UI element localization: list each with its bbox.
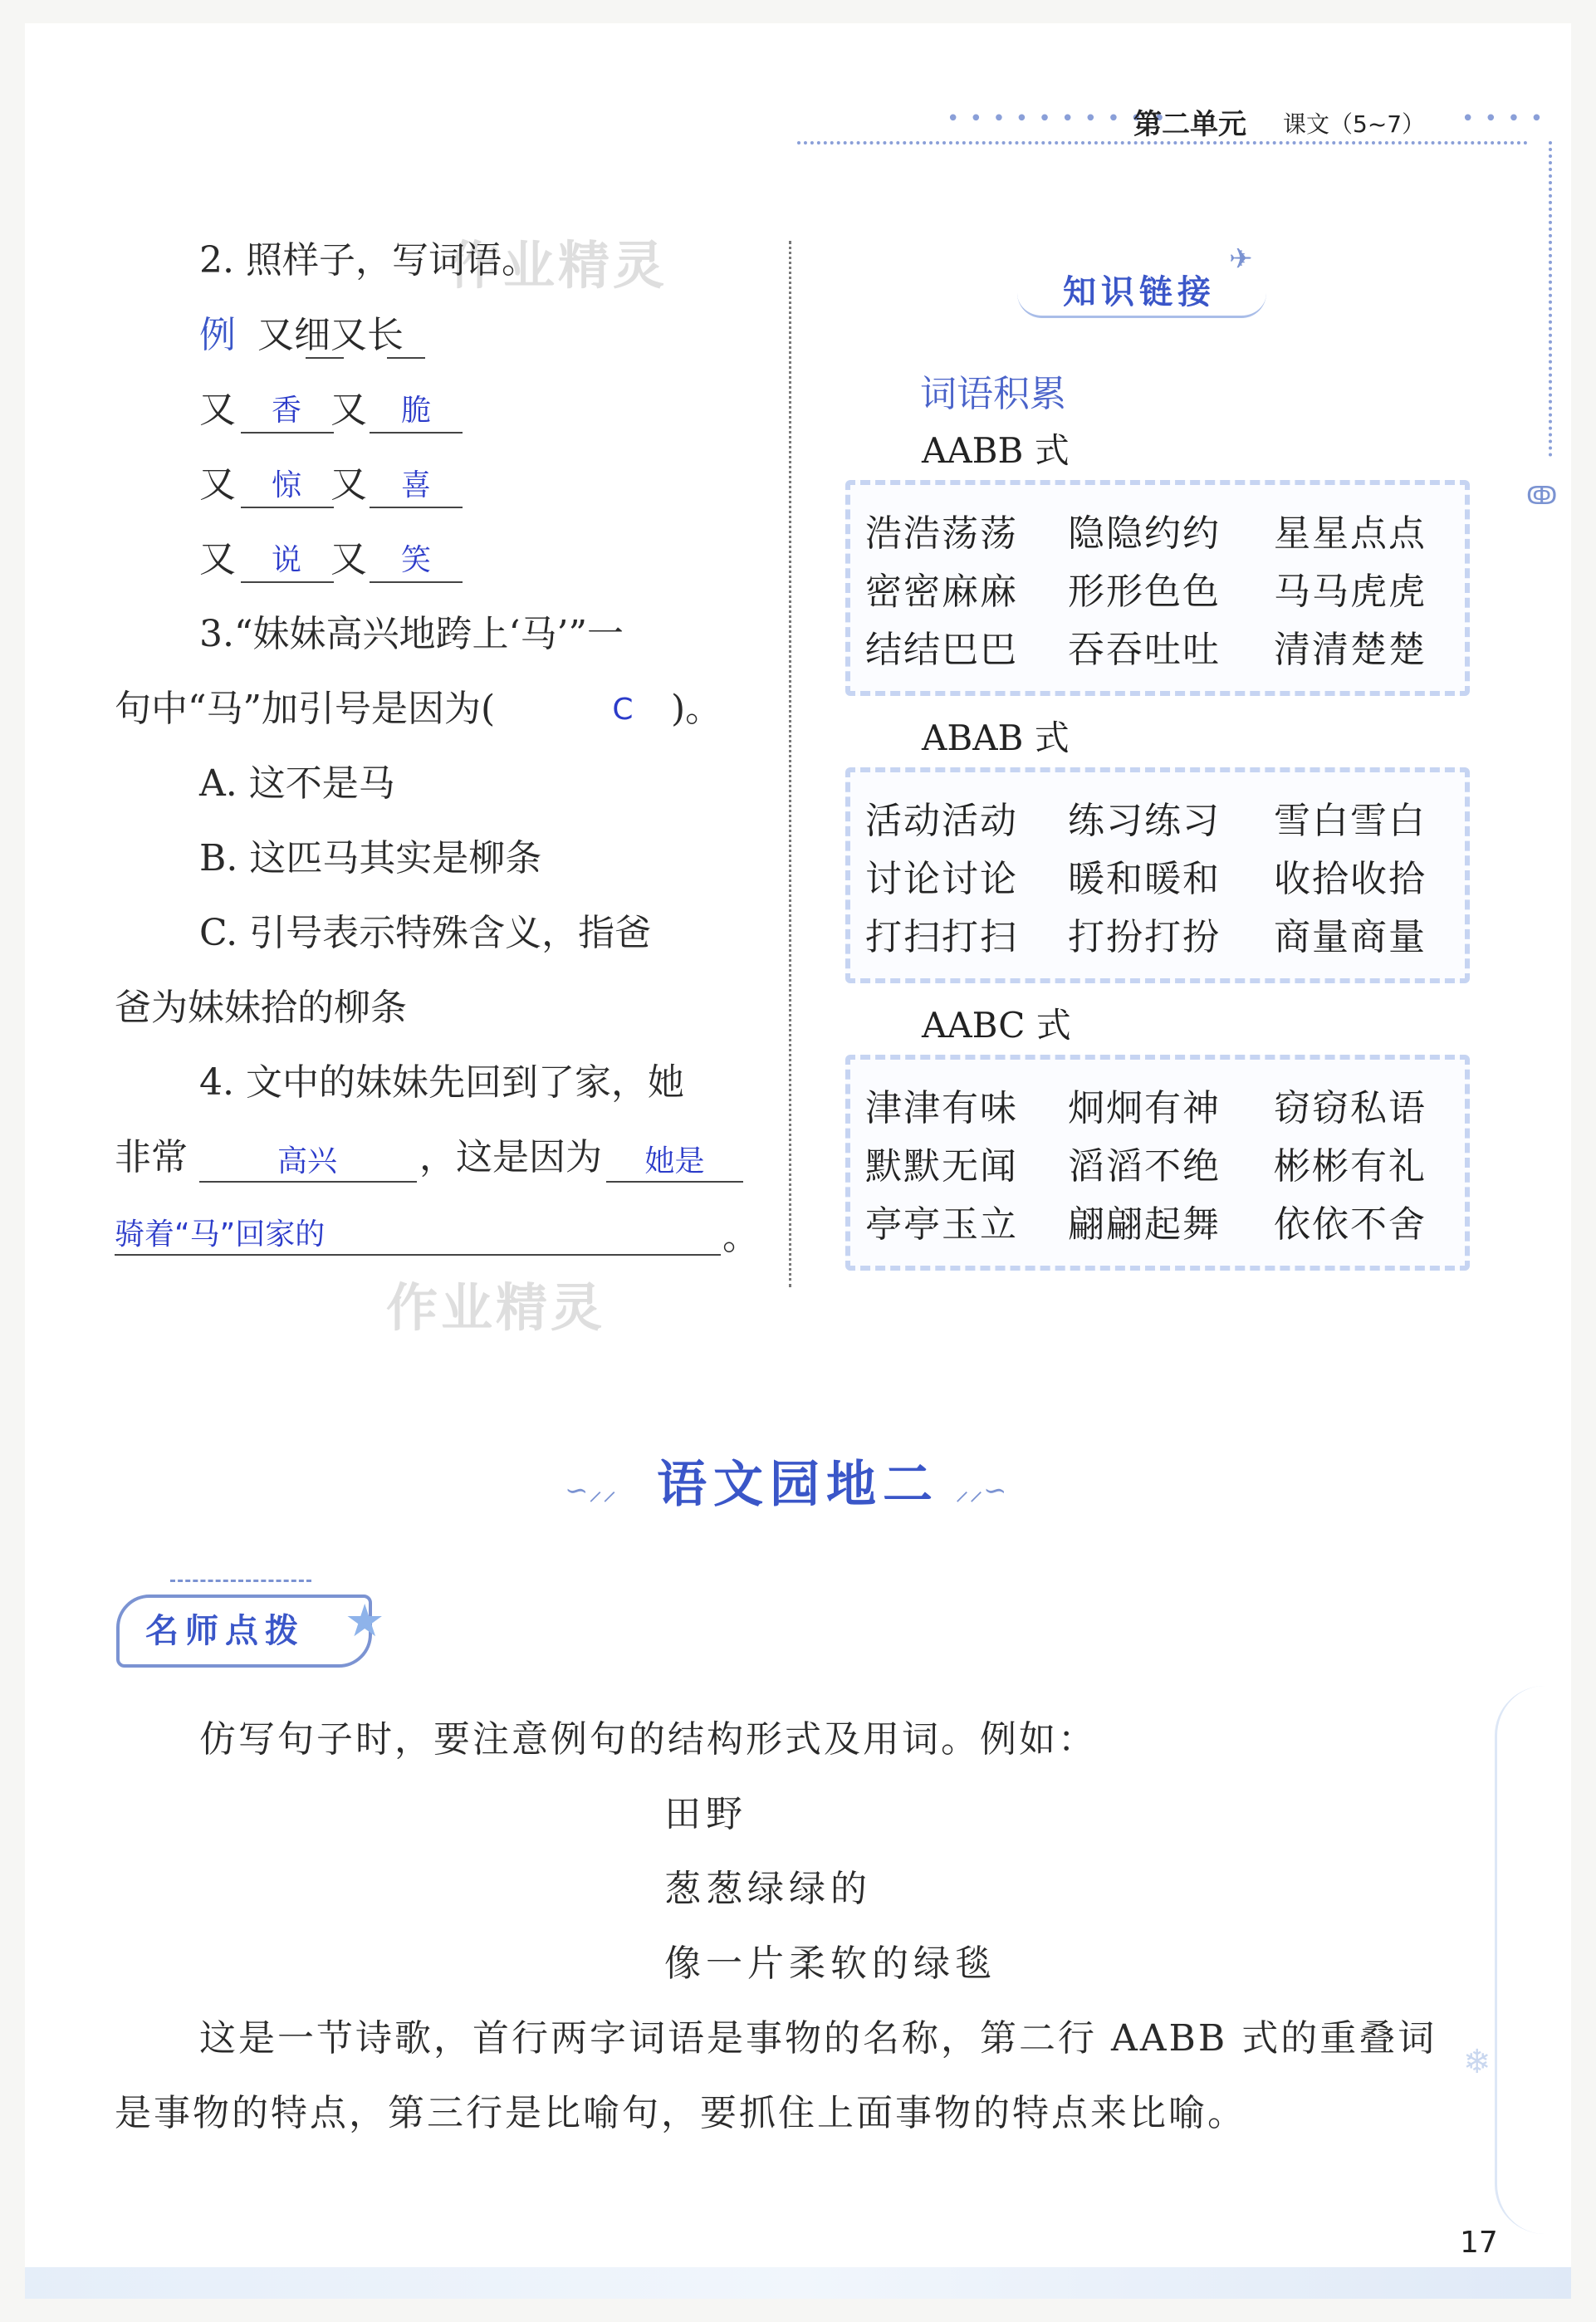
word: 雪白雪白 [1274, 800, 1427, 842]
poem-line-2: 葱葱绿绿的 [664, 1868, 872, 1910]
word: 商量商量 [1274, 916, 1427, 958]
word: 打扮打扮 [1068, 916, 1221, 958]
word-box-aabc [845, 1055, 1470, 1271]
word: 翩翩起舞 [1068, 1203, 1221, 1246]
vocab-subtitle: 词语积累 [920, 373, 1066, 415]
title-swirl-left-icon: ∽⸝⸝ [565, 1474, 617, 1507]
option-c-line1: C. 引号表示特殊含义，指爸 [199, 912, 652, 954]
question-3-line1: 3.“妹妹高兴地跨上‘马’”一 [199, 613, 624, 655]
word: 形形色色 [1068, 571, 1221, 613]
star-icon: ★ [345, 1595, 385, 1647]
question-4-answer-2: 她是 [644, 1144, 705, 1178]
word: 结结巴巴 [865, 629, 1018, 671]
badge-dash-decoration [170, 1580, 311, 1582]
word: 打扫打扫 [865, 916, 1018, 958]
question-4-line1: 4. 文中的妹妹先回到了家，她 [199, 1061, 684, 1104]
page-edge-decoration [1495, 1686, 1564, 2234]
word: 隐隐约约 [1068, 512, 1221, 555]
word: 暖和暖和 [1068, 858, 1221, 900]
header-dots-left: • • • • • • • • • • [947, 106, 1168, 131]
word: 吞吞吐吐 [1068, 629, 1221, 671]
margin-dotted-rail [1549, 141, 1552, 457]
header-lesson: 课文（5~7） [1283, 110, 1426, 138]
header-rule [797, 141, 1528, 145]
title-swirl-right-icon: ⸝⸝∽ [955, 1474, 1007, 1507]
word: 亭亭玉立 [865, 1203, 1018, 1246]
word: 窃窃私语 [1274, 1087, 1427, 1129]
section-title: 语文园地二 [657, 1456, 939, 1514]
question-4-end: 。 [722, 1216, 759, 1258]
question-3-answer: C [612, 693, 634, 727]
question-4-feichang: 非常 [115, 1136, 188, 1178]
format-aabb: AABB 式 [922, 430, 1070, 471]
option-b: B. 这匹马其实是柳条 [199, 837, 542, 879]
option-a: A. 这不是马 [199, 762, 395, 805]
poem-line-1: 田野 [664, 1793, 747, 1835]
question-4-answer-1: 高兴 [277, 1144, 337, 1178]
watermark-top: 作业精灵 [448, 235, 668, 296]
fill-answer-2b: 喜 [400, 468, 431, 502]
question-4-answer-3: 骑着“马”回家的 [115, 1217, 326, 1252]
page-number: 17 [1460, 2226, 1498, 2260]
fill-answer-3b: 笑 [400, 543, 431, 577]
header-dots-right: • • • • [1461, 106, 1545, 131]
tip-paragraph-1: 仿写句子时，要注意例句的结构形式及用词。例如： [199, 1718, 1097, 1761]
poem-line-3: 像一片柔软的绿毯 [664, 1942, 996, 1985]
header-unit: 第二单元 [1133, 108, 1246, 141]
example-tag: 例 [199, 314, 236, 356]
word: 滔滔不绝 [1068, 1145, 1221, 1188]
column-divider [789, 241, 791, 1287]
watermark-middle: 作业精灵 [386, 1277, 606, 1338]
word: 密密麻麻 [865, 571, 1018, 613]
word: 依依不舍 [1274, 1203, 1427, 1246]
tip-label: 名师点拨 [145, 1612, 305, 1650]
margin-swirl-icon: ↂ [1526, 482, 1558, 511]
tip-paragraph-2a: 这是一节诗歌，首行两字词语是事物的名称，第二行 AABB 式的重叠词 [199, 2017, 1437, 2060]
word: 收拾收拾 [1274, 858, 1427, 900]
fill-answer-1a: 香 [271, 394, 301, 428]
word-box-abab [845, 767, 1470, 983]
bird-icon: ✈ [1229, 242, 1253, 276]
knowledge-link-title: 知识链接 [1063, 273, 1216, 311]
format-abab: ABAB 式 [922, 718, 1070, 758]
footer-band [25, 2267, 1571, 2299]
fill-answer-1b: 脆 [400, 394, 431, 428]
word: 马马虎虎 [1274, 571, 1427, 613]
format-aabc: AABC 式 [922, 1005, 1071, 1046]
word: 炯炯有神 [1068, 1087, 1221, 1129]
example-underline-1 [306, 357, 344, 359]
word: 清清楚楚 [1274, 629, 1427, 671]
tip-paragraph-2b: 是事物的特点，第三行是比喻句，要抓住上面事物的特点来比喻。 [115, 2092, 1246, 2134]
example-text: 又细又长 [257, 314, 404, 356]
word: 默默无闻 [865, 1145, 1018, 1188]
word: 星星点点 [1274, 512, 1427, 555]
snowflake-icon: ❄ [1463, 2043, 1491, 2081]
word: 彬彬有礼 [1274, 1145, 1427, 1188]
question-4-mid: ，这是因为 [419, 1136, 602, 1178]
fill-answer-3a: 说 [271, 543, 301, 577]
word: 活动活动 [865, 800, 1018, 842]
word: 浩浩荡荡 [865, 512, 1018, 555]
question-3-line2b: )。 [671, 688, 722, 730]
question-2: 2. 照样子，写词语。 [199, 239, 538, 282]
fill-answer-2a: 惊 [271, 468, 301, 502]
question-3-line2a: 句中“马”加引号是因为( [115, 688, 496, 730]
option-c-line2: 爸为妹妹拾的柳条 [115, 987, 407, 1029]
example-underline-2 [387, 357, 425, 359]
word: 练习练习 [1068, 800, 1221, 842]
word: 讨论讨论 [865, 858, 1018, 900]
word: 津津有味 [865, 1087, 1018, 1129]
word-box-aabb [845, 480, 1470, 696]
